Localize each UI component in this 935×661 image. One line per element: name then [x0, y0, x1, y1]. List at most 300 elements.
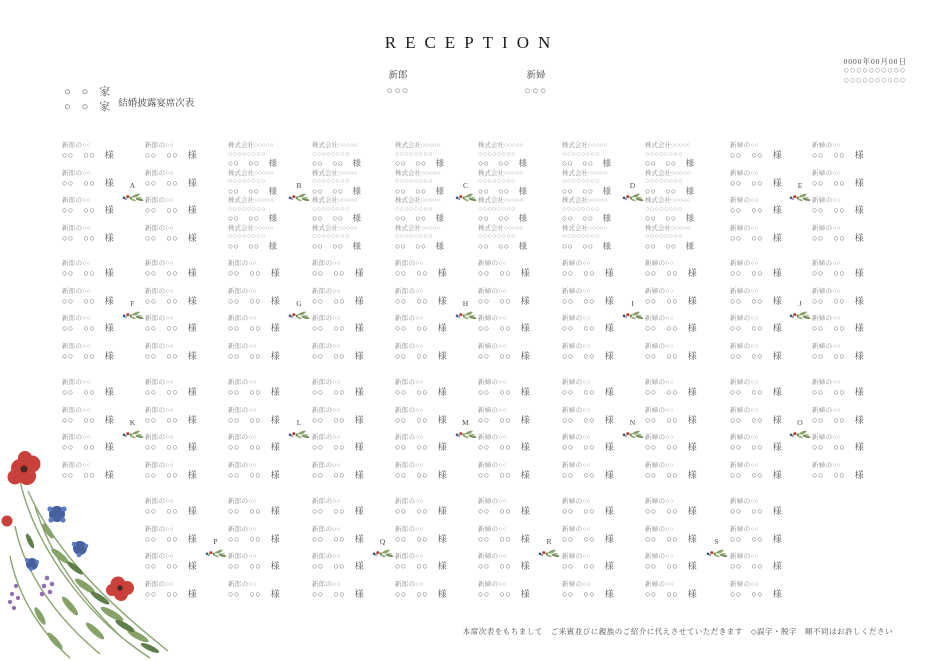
- guest-relation: 新婦の○○: [645, 434, 674, 442]
- guest-name: ○○ ○○ 様: [228, 240, 278, 251]
- guest-name: ○○ ○○ 様: [228, 213, 278, 224]
- groom-name: ○○○: [386, 86, 410, 97]
- table-marker-f: [118, 300, 148, 322]
- guest-name: ○○ ○○ 様: [478, 506, 531, 516]
- guest-entry: [730, 379, 796, 407]
- guest-relation: 新婦の○○: [730, 224, 759, 232]
- guest-relation: 新婦の○○: [645, 260, 674, 267]
- guest-name: ○○ ○○ 様: [395, 158, 445, 168]
- guest-name: ○○ ○○ 様: [645, 506, 698, 516]
- table-letter: O: [797, 418, 803, 427]
- guest-entry: [478, 197, 544, 225]
- event-date: 0000年00月00日: [843, 57, 907, 66]
- guest-name: ○○ ○○ 様: [62, 205, 115, 216]
- guest-entry: [312, 379, 378, 407]
- guest-relation: 新婦の○○: [730, 406, 759, 414]
- guest-relation: 新婦の○○: [730, 434, 759, 442]
- guest-department: ○○○○○○○○: [312, 204, 350, 213]
- guest-entry: [395, 526, 461, 554]
- footer-note: 本席次表をもちまして ご来賓並びに親族のご紹介に代えさせていただきます ◇誤字・脱字 順不同はお許しください: [462, 627, 893, 636]
- table-marker-s: [702, 538, 732, 560]
- guest-name: ○○ ○○ 様: [312, 414, 365, 425]
- guest-entry: [812, 315, 878, 343]
- guest-relation: 新婦の○○: [562, 342, 591, 350]
- guest-entry: [562, 260, 628, 288]
- family-name-line: ○ ○ 家: [64, 86, 111, 98]
- guest-name: ○○ ○○ 様: [62, 177, 115, 188]
- guest-name: ○○ ○○ 様: [228, 442, 281, 453]
- guest-entry: [562, 526, 628, 554]
- guest-name: ○○ ○○ 様: [62, 295, 115, 306]
- guest-name: ○○ ○○ 様: [562, 469, 615, 480]
- guest-name: ○○ ○○ 様: [228, 588, 281, 599]
- guest-name: ○○ ○○ 様: [62, 150, 115, 160]
- table-q-seat-column: [395, 498, 461, 608]
- table-letter: P: [213, 537, 218, 546]
- guest-relation: 新郎の○○: [395, 434, 424, 442]
- guest-relation: 新郎の○○: [395, 287, 424, 295]
- guest-name: ○○ ○○ 様: [478, 469, 531, 480]
- guest-name: ○○ ○○ 様: [562, 295, 615, 306]
- guest-entry: [730, 225, 796, 253]
- guest-name: ○○ ○○ 様: [312, 350, 365, 361]
- guest-name: ○○ ○○ 様: [645, 533, 698, 544]
- guest-name: ○○ ○○ 様: [645, 469, 698, 480]
- guest-relation: 新婦の○○: [562, 498, 591, 505]
- guest-relation: 新郎の○○: [228, 315, 257, 323]
- guest-name: ○○ ○○ 様: [395, 533, 448, 544]
- guest-company: 株式会社○○○○○: [645, 197, 691, 205]
- guest-relation: 新郎の○○: [145, 142, 174, 149]
- guest-relation: 新婦の○○: [730, 525, 759, 533]
- guest-relation: 新郎の○○: [62, 342, 91, 350]
- guest-relation: 新婦の○○: [562, 434, 591, 442]
- guest-relation: 新婦の○○: [645, 498, 674, 505]
- guest-name: ○○ ○○ 様: [312, 185, 362, 196]
- guest-entry: [645, 142, 711, 170]
- guest-entry: [562, 462, 628, 490]
- guest-name: ○○ ○○ 様: [312, 561, 365, 572]
- guest-name: ○○ ○○ 様: [62, 442, 115, 453]
- guest-company: 株式会社○○○○○: [478, 169, 524, 177]
- guest-entry: [62, 142, 128, 170]
- table-marker-r: [534, 538, 564, 560]
- guest-relation: 新郎の○○: [62, 434, 91, 442]
- guest-name: ○○ ○○ 様: [312, 213, 362, 224]
- guest-relation: 新郎の○○: [145, 197, 174, 205]
- guest-department: ○○○○○○○○: [562, 204, 600, 213]
- flower-sprig-icon: [454, 428, 478, 441]
- guest-department: ○○○○○○○○: [395, 149, 433, 158]
- guest-name: ○○ ○○ 様: [812, 323, 865, 334]
- guest-relation: 新婦の○○: [478, 406, 507, 414]
- table-r-seat-column: [562, 498, 628, 608]
- guest-entry: [145, 343, 211, 371]
- guest-entry: [812, 170, 878, 198]
- guest-name: ○○ ○○ 様: [478, 442, 531, 453]
- guest-relation: 新郎の○○: [312, 580, 341, 588]
- guest-relation: 新婦の○○: [645, 406, 674, 414]
- guest-entry: [478, 142, 544, 170]
- guest-name: ○○ ○○ 様: [312, 469, 365, 480]
- page-title: RECEPTION: [384, 33, 560, 52]
- guest-relation: 新郎の○○: [395, 315, 424, 323]
- table-marker-l: [284, 419, 314, 441]
- flower-sprig-icon: [454, 309, 478, 322]
- guest-name: ○○ ○○ 様: [228, 506, 281, 516]
- table-j-seat-column: [812, 260, 878, 370]
- guest-name: ○○ ○○ 様: [562, 442, 615, 453]
- groom-label: 新郎: [388, 71, 408, 81]
- guest-company: 株式会社○○○○○: [645, 224, 691, 232]
- guest-company: 株式会社○○○○○: [228, 142, 274, 149]
- guest-entry: [312, 315, 378, 343]
- guest-name: ○○ ○○ 様: [730, 469, 783, 480]
- guest-company: 株式会社○○○○○: [312, 224, 358, 232]
- chart-subtitle: 結婚披露宴席次表: [118, 98, 195, 109]
- guest-entry: [228, 142, 294, 170]
- guest-entry: [312, 462, 378, 490]
- guest-relation: 新郎の○○: [312, 406, 341, 414]
- guest-name: ○○ ○○ 様: [145, 442, 198, 453]
- guest-entry: [645, 581, 711, 609]
- guest-company: 株式会社○○○○○: [645, 169, 691, 177]
- guest-relation: 新婦の○○: [478, 379, 507, 386]
- guest-entry: [730, 142, 796, 170]
- guest-name: ○○ ○○ 様: [562, 213, 612, 224]
- table-g-seat-column: [312, 260, 378, 370]
- guest-name: ○○ ○○ 様: [730, 387, 783, 397]
- guest-name: ○○ ○○ 様: [145, 469, 198, 480]
- guest-relation: 新郎の○○: [145, 224, 174, 232]
- guest-department: ○○○○○○○○: [228, 204, 266, 213]
- guest-name: ○○ ○○ 様: [478, 533, 531, 544]
- guest-name: ○○ ○○ 様: [478, 350, 531, 361]
- guest-relation: 新郎の○○: [312, 434, 341, 442]
- guest-entry: [145, 407, 211, 435]
- guest-entry: [645, 288, 711, 316]
- guest-entry: [730, 343, 796, 371]
- guest-name: ○○ ○○ 様: [478, 387, 531, 397]
- guest-name: ○○ ○○ 様: [562, 588, 615, 599]
- table-letter: G: [296, 299, 302, 308]
- guest-relation: 新郎の○○: [145, 553, 174, 561]
- guest-name: ○○ ○○ 様: [562, 506, 615, 516]
- table-s-seat-column: [730, 498, 796, 608]
- guest-company: 株式会社○○○○○: [395, 224, 441, 232]
- wildflower-bouquet-illustration: [0, 436, 175, 661]
- guest-name: ○○ ○○ 様: [478, 323, 531, 334]
- guest-relation: 新郎の○○: [145, 342, 174, 350]
- table-n-seat-column: [645, 379, 711, 489]
- guest-name: ○○ ○○ 様: [812, 469, 865, 480]
- guest-relation: 新婦の○○: [730, 315, 759, 323]
- guest-entry: [812, 260, 878, 288]
- guest-company: 株式会社○○○○○: [562, 197, 608, 205]
- guest-name: ○○ ○○ 様: [395, 268, 448, 278]
- guest-name: ○○ ○○ 様: [312, 442, 365, 453]
- table-marker-q: [368, 538, 398, 560]
- guest-entry: [478, 260, 544, 288]
- guest-relation: 新婦の○○: [812, 260, 841, 267]
- guest-relation: 新郎の○○: [312, 315, 341, 323]
- flower-sprig-icon: [705, 547, 729, 560]
- guest-name: ○○ ○○ 様: [145, 268, 198, 278]
- guest-relation: 新婦の○○: [730, 580, 759, 588]
- guest-relation: 新婦の○○: [478, 553, 507, 561]
- guest-entry: [478, 407, 544, 435]
- guest-relation: 新婦の○○: [812, 224, 841, 232]
- guest-entry: [62, 343, 128, 371]
- guest-entry: [312, 288, 378, 316]
- guest-relation: 新婦の○○: [478, 580, 507, 588]
- guest-name: ○○ ○○ 様: [228, 185, 278, 196]
- guest-company: 株式会社○○○○○: [478, 142, 524, 149]
- guest-name: ○○ ○○ 様: [145, 232, 198, 243]
- flower-sprig-icon: [371, 547, 395, 560]
- guest-relation: 新郎の○○: [145, 498, 174, 505]
- guest-company: 株式会社○○○○○: [395, 142, 441, 149]
- guest-entry: [395, 379, 461, 407]
- guest-relation: 新郎の○○: [312, 260, 341, 267]
- guest-entry: [812, 197, 878, 225]
- guest-relation: 新郎の○○: [312, 287, 341, 295]
- guest-entry: [312, 170, 378, 198]
- guest-entry: [562, 379, 628, 407]
- table-marker-p: [201, 538, 231, 560]
- guest-entry: [645, 170, 711, 198]
- guest-entry: [395, 142, 461, 170]
- guest-relation: 新郎の○○: [62, 169, 91, 177]
- guest-name: ○○ ○○ 様: [62, 387, 115, 397]
- flower-sprig-icon: [621, 428, 645, 441]
- table-marker-g: [284, 300, 314, 322]
- guest-name: ○○ ○○ 様: [645, 350, 698, 361]
- table-marker-h: [451, 300, 481, 322]
- guest-entry: [62, 260, 128, 288]
- guest-relation: 新郎の○○: [395, 379, 424, 386]
- guest-relation: 新婦の○○: [562, 461, 591, 469]
- guest-name: ○○ ○○ 様: [145, 350, 198, 361]
- guest-department: ○○○○○○○○: [228, 149, 266, 158]
- guest-entry: [645, 462, 711, 490]
- guest-entry: [395, 581, 461, 609]
- table-letter: C: [462, 181, 468, 190]
- guest-name: ○○ ○○ 様: [312, 240, 362, 251]
- guest-relation: 新郎の○○: [228, 406, 257, 414]
- guest-entry: [145, 315, 211, 343]
- guest-relation: 新婦の○○: [730, 379, 759, 386]
- guest-relation: 新婦の○○: [478, 342, 507, 350]
- guest-name: ○○ ○○ 様: [730, 177, 783, 188]
- guest-company: 株式会社○○○○○: [312, 197, 358, 205]
- guest-name: ○○ ○○ 様: [562, 414, 615, 425]
- table-i-seat-column: [645, 260, 711, 370]
- guest-relation: 新郎の○○: [228, 498, 257, 505]
- guest-entry: [228, 379, 294, 407]
- guest-name: ○○ ○○ 様: [395, 387, 448, 397]
- guest-entry: [645, 407, 711, 435]
- guest-department: ○○○○○○○○: [645, 204, 683, 213]
- guest-name: ○○ ○○ 様: [228, 414, 281, 425]
- guest-name: ○○ ○○ 様: [395, 588, 448, 599]
- guest-company: 株式会社○○○○○: [395, 197, 441, 205]
- guest-relation: 新郎の○○: [228, 553, 257, 561]
- guest-entry: [312, 434, 378, 462]
- guest-relation: 新婦の○○: [645, 553, 674, 561]
- guest-relation: 新郎の○○: [145, 580, 174, 588]
- guest-name: ○○ ○○ 様: [730, 442, 783, 453]
- guest-department: ○○○○○○○○: [395, 204, 433, 213]
- guest-name: ○○ ○○ 様: [645, 414, 698, 425]
- guest-entry: [645, 434, 711, 462]
- guest-name: ○○ ○○ 様: [62, 414, 115, 425]
- guest-name: ○○ ○○ 様: [730, 295, 783, 306]
- guest-entry: [395, 498, 461, 526]
- guest-name: ○○ ○○ 様: [645, 158, 695, 168]
- guest-entry: [312, 407, 378, 435]
- guest-entry: [228, 498, 294, 526]
- guest-relation: 新婦の○○: [645, 287, 674, 295]
- guest-name: ○○ ○○ 様: [812, 295, 865, 306]
- guest-entry: [312, 343, 378, 371]
- guest-relation: 新婦の○○: [645, 580, 674, 588]
- guest-entry: [812, 434, 878, 462]
- guest-relation: 新郎の○○: [228, 260, 257, 267]
- table-letter: B: [296, 181, 302, 190]
- bride-block: [508, 71, 564, 98]
- guest-name: ○○ ○○ 様: [812, 350, 865, 361]
- flower-sprig-icon: [121, 309, 145, 322]
- guest-entry: [228, 526, 294, 554]
- table-marker-m: [451, 419, 481, 441]
- guest-relation: 新郎の○○: [145, 461, 174, 469]
- guest-name: ○○ ○○ 様: [478, 268, 531, 278]
- guest-name: ○○ ○○ 様: [562, 350, 615, 361]
- guest-name: ○○ ○○ 様: [312, 506, 365, 516]
- guest-name: ○○ ○○ 様: [395, 295, 448, 306]
- table-marker-j: [785, 300, 815, 322]
- guest-name: ○○ ○○ 様: [145, 387, 198, 397]
- guest-name: ○○ ○○ 様: [145, 506, 198, 516]
- guest-relation: 新婦の○○: [812, 406, 841, 414]
- guest-entry: [730, 581, 796, 609]
- table-d-seat-column: [645, 142, 711, 252]
- guest-relation: 新婦の○○: [478, 461, 507, 469]
- guest-name: ○○ ○○ 様: [812, 205, 865, 216]
- guest-entry: [395, 462, 461, 490]
- guest-entry: [145, 197, 211, 225]
- guest-relation: 新郎の○○: [312, 553, 341, 561]
- guest-company: 株式会社○○○○○: [645, 142, 691, 149]
- guest-entry: [312, 197, 378, 225]
- guest-name: ○○ ○○ 様: [395, 240, 445, 251]
- guest-relation: 新郎の○○: [62, 315, 91, 323]
- guest-name: ○○ ○○ 様: [730, 150, 783, 160]
- guest-entry: [145, 225, 211, 253]
- guest-department: ○○○○○○○○: [312, 177, 350, 186]
- table-h-seat-column: [478, 260, 544, 370]
- guest-entry: [562, 498, 628, 526]
- guest-company: 株式会社○○○○○: [562, 169, 608, 177]
- table-letter: H: [462, 299, 469, 308]
- guest-relation: 新郎の○○: [62, 197, 91, 205]
- guest-department: ○○○○○○○○: [312, 232, 350, 241]
- guest-entry: [478, 315, 544, 343]
- guest-name: ○○ ○○ 様: [562, 268, 615, 278]
- table-marker-o: [785, 419, 815, 441]
- guest-name: ○○ ○○ 様: [145, 561, 198, 572]
- guest-relation: 新婦の○○: [562, 260, 591, 267]
- guest-entry: [145, 379, 211, 407]
- flower-sprig-icon: [204, 547, 228, 560]
- guest-entry: [645, 343, 711, 371]
- guest-relation: 新郎の○○: [228, 461, 257, 469]
- guest-name: ○○ ○○ 様: [228, 268, 281, 278]
- guest-name: ○○ ○○ 様: [395, 323, 448, 334]
- guest-name: ○○ ○○ 様: [562, 533, 615, 544]
- guest-entry: [145, 260, 211, 288]
- guest-name: ○○ ○○ 様: [145, 177, 198, 188]
- guest-name: ○○ ○○ 様: [645, 213, 695, 224]
- family-block: [64, 85, 194, 115]
- family-name-line: ○ ○ 家: [64, 101, 111, 113]
- guest-department: ○○○○○○○○: [645, 232, 683, 241]
- guest-department: ○○○○○○○○: [562, 177, 600, 186]
- table-p-seat-column: [228, 498, 294, 608]
- bride-label: 新婦: [526, 71, 546, 81]
- guest-entry: [62, 379, 128, 407]
- guest-name: ○○ ○○ 様: [228, 323, 281, 334]
- guest-entry: [228, 343, 294, 371]
- table-letter: N: [629, 418, 636, 427]
- guest-relation: 新婦の○○: [812, 315, 841, 323]
- guest-name: ○○ ○○ 様: [645, 387, 698, 397]
- guest-name: ○○ ○○ 様: [812, 268, 865, 278]
- guest-name: ○○ ○○ 様: [228, 561, 281, 572]
- flower-sprig-icon: [287, 428, 311, 441]
- table-letter: R: [546, 537, 552, 546]
- table-marker-b: [284, 182, 314, 204]
- guest-entry: [228, 581, 294, 609]
- guest-name: ○○ ○○ 様: [730, 533, 783, 544]
- guest-relation: 新郎の○○: [145, 260, 174, 267]
- guest-entry: [312, 142, 378, 170]
- date-block: [844, 57, 908, 86]
- guest-relation: 新婦の○○: [730, 169, 759, 177]
- flower-sprig-icon: [121, 191, 145, 204]
- guest-name: ○○ ○○ 様: [62, 268, 115, 278]
- guest-relation: 新郎の○○: [145, 434, 174, 442]
- guest-relation: 新婦の○○: [730, 498, 759, 505]
- guest-relation: 新郎の○○: [228, 580, 257, 588]
- guest-entry: [145, 170, 211, 198]
- guest-name: ○○ ○○ 様: [730, 350, 783, 361]
- guest-entry: [730, 462, 796, 490]
- guest-relation: 新婦の○○: [730, 260, 759, 267]
- guest-entry: [395, 553, 461, 581]
- guest-relation: 新婦の○○: [645, 525, 674, 533]
- guest-name: ○○ ○○ 様: [730, 323, 783, 334]
- guest-relation: 新郎の○○: [62, 142, 91, 149]
- guest-relation: 新婦の○○: [478, 498, 507, 505]
- guest-entry: [478, 581, 544, 609]
- guest-name: ○○ ○○ 様: [395, 414, 448, 425]
- guest-name: ○○ ○○ 様: [145, 295, 198, 306]
- guest-relation: 新婦の○○: [812, 342, 841, 350]
- guest-name: ○○ ○○ 様: [478, 295, 531, 306]
- guest-name: ○○ ○○ 様: [145, 533, 198, 544]
